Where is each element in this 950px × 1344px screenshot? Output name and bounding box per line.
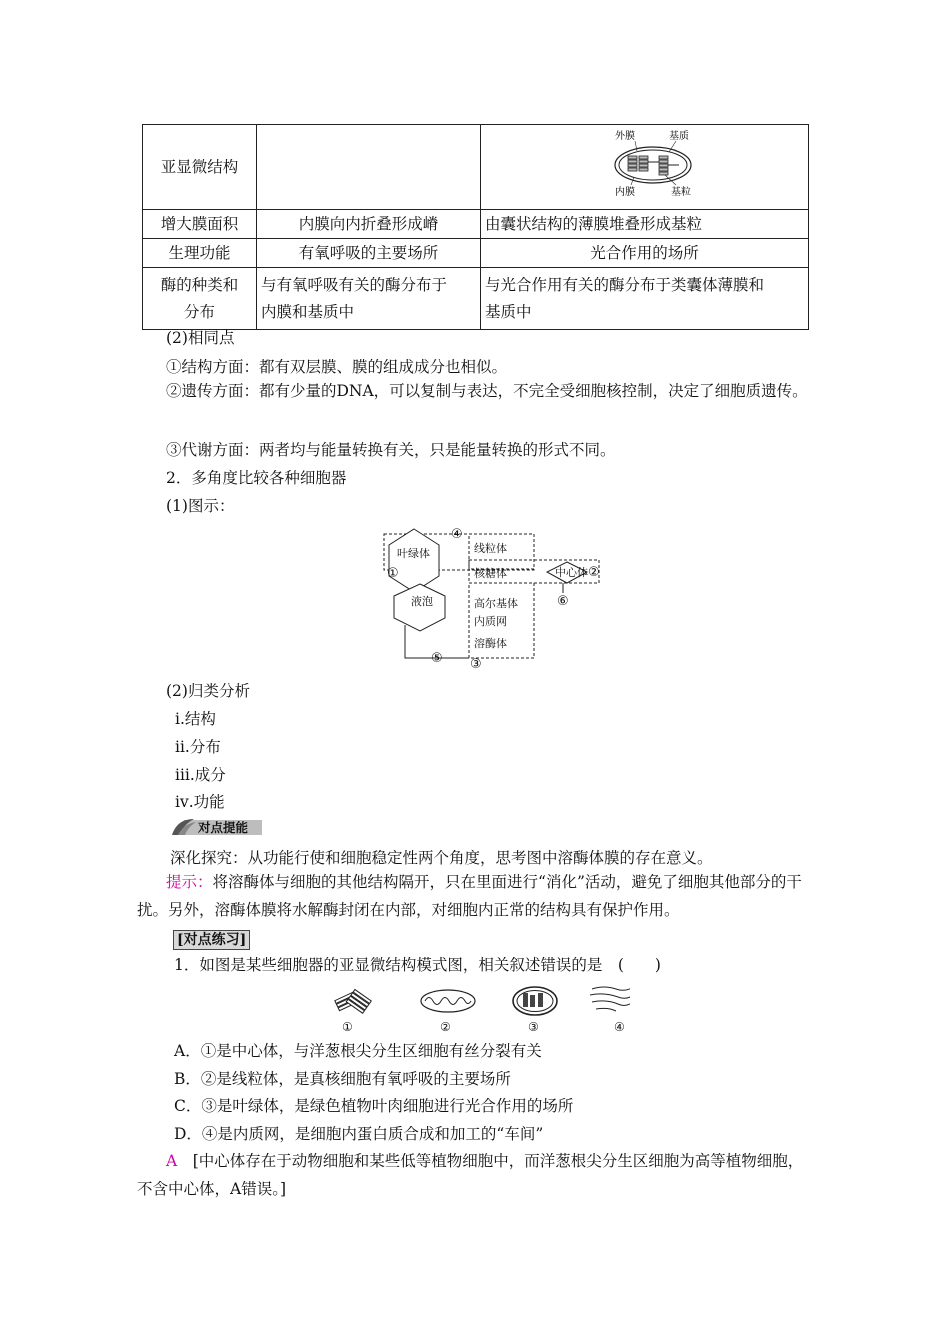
number-6: ⑥: [557, 594, 569, 609]
organelle-classification-diagram: [375, 525, 610, 670]
label-er: 内质网: [474, 615, 507, 628]
chloroplast-figure: [513, 987, 557, 1015]
figure-label-3: ③: [528, 1020, 539, 1034]
label-ribosome: 核糖体: [474, 567, 507, 580]
label-golgi: 高尔基体: [474, 597, 518, 610]
chloroplast-cell: [481, 268, 809, 330]
answer-letter: A: [166, 1152, 178, 1170]
section-heading: (2)相同点: [166, 329, 235, 347]
paragraph: ③代谢方面：两者均与能量转换有关，只是能量转换的形式不同。: [166, 441, 616, 459]
paragraph: ①结构方面：都有双层膜、膜的组成成分也相似。: [166, 358, 508, 376]
answer-paragraph: [137, 1147, 817, 1203]
cell-line: 与光合作用有关的酶分布于类囊体薄膜和: [485, 275, 765, 294]
list-item: ⅱ.分布: [175, 738, 221, 756]
row-label: 增大膜面积: [143, 210, 257, 239]
number-1: ①: [387, 566, 399, 581]
cell-line: 基质中: [485, 302, 532, 321]
er-figure: [590, 987, 630, 1011]
list-item: ⅲ.成分: [175, 766, 226, 784]
badge-label: 对点提能: [198, 820, 249, 835]
cell-line: 内膜和基质中: [261, 302, 355, 321]
row-label-line: 分布: [183, 302, 215, 321]
option-b: B．②是线粒体，是真核细胞有氧呼吸的主要场所: [174, 1070, 511, 1088]
mito-structure-cell: [257, 125, 481, 210]
comparison-table: [142, 124, 809, 330]
section-badge: [170, 817, 262, 838]
number-5: ⑤: [431, 651, 443, 666]
label-vacuole: 液泡: [411, 595, 433, 608]
hint-paragraph: [137, 868, 817, 924]
practice-label: [对点练习]: [173, 930, 250, 950]
label-mitochondria: 线粒体: [474, 542, 507, 555]
option-a: A．①是中心体，与洋葱根尖分生区细胞有丝分裂有关: [174, 1042, 542, 1060]
row-label: 亚显微结构: [143, 125, 257, 210]
mito-cell: 内膜向内折叠形成嵴: [257, 210, 481, 239]
sub-heading: (1)图示：: [166, 497, 235, 515]
chloroplast-diagram: [601, 127, 711, 199]
centrosome-figure: [335, 989, 371, 1013]
row-label: [143, 268, 257, 330]
mitochondrion-figure: [421, 990, 475, 1012]
chloroplast-cell: 光合作用的场所: [481, 239, 809, 268]
mito-cell: 有氧呼吸的主要场所: [257, 239, 481, 268]
paragraph: 深化探究：从功能行使和细胞稳定性两个角度，思考图中溶酶体膜的存在意义。: [170, 849, 713, 867]
label-centrosome: 中心体: [555, 566, 588, 579]
chloroplast-structure-cell: [481, 125, 809, 210]
figure-label-2: ②: [440, 1020, 451, 1034]
organelle-figure: [330, 983, 630, 1035]
mito-cell: [257, 268, 481, 330]
section-heading: 2．多角度比较各种细胞器: [166, 469, 347, 487]
question-stem: 1．如图是某些细胞器的亚显微结构模式图，相关叙述错误的是 ( ): [174, 956, 661, 974]
hint-text: 将溶酶体与细胞的其他结构隔开，只在里面进行“消化”活动，避免了细胞其他部分的干扰。另外，溶酶体膜将水解酶封闭在内部，对细胞内正常的结构具有保护作用。: [137, 873, 802, 919]
cell-line: 与有氧呼吸有关的酶分布于: [261, 275, 448, 294]
list-item: ⅳ.功能: [175, 793, 225, 811]
row-label-line: 酶的种类和: [160, 275, 239, 294]
sub-heading: (2)归类分析: [166, 682, 250, 700]
row-label: 生理功能: [143, 239, 257, 268]
answer-text: [中心体存在于动物细胞和某些低等植物细胞中，而洋葱根尖分生区细胞为高等植物细胞，不含中心体，A错误。]: [137, 1152, 804, 1198]
table-row: [143, 239, 809, 268]
hint-label: 提示：: [166, 873, 213, 891]
number-3: ③: [470, 657, 482, 670]
table-row: [143, 268, 809, 330]
option-c: C．③是叶绿体，是绿色植物叶肉细胞进行光合作用的场所: [174, 1097, 574, 1115]
label-matrix: 基质: [669, 131, 689, 142]
label-lysosome: 溶酶体: [474, 637, 507, 650]
chloroplast-cell: 由囊状结构的薄膜堆叠形成基粒: [481, 210, 809, 239]
label-chloroplast: 叶绿体: [397, 547, 430, 560]
number-2: ②: [588, 565, 600, 580]
table-row: [143, 210, 809, 239]
table-row: [143, 125, 809, 210]
label-outer-membrane: 外膜: [615, 131, 635, 142]
paragraph: ②遗传方面：都有少量的DNA，可以复制与表达，不完全受细胞核控制，决定了细胞质遗传。: [166, 382, 808, 400]
label-granum: 基粒: [671, 187, 691, 198]
figure-label-4: ④: [614, 1020, 625, 1034]
option-d: D．④是内质网，是细胞内蛋白质合成和加工的“车间”: [174, 1125, 544, 1143]
number-4: ④: [451, 527, 463, 542]
list-item: ⅰ.结构: [175, 710, 216, 728]
label-inner-membrane: 内膜: [615, 187, 635, 198]
figure-label-1: ①: [342, 1020, 353, 1034]
